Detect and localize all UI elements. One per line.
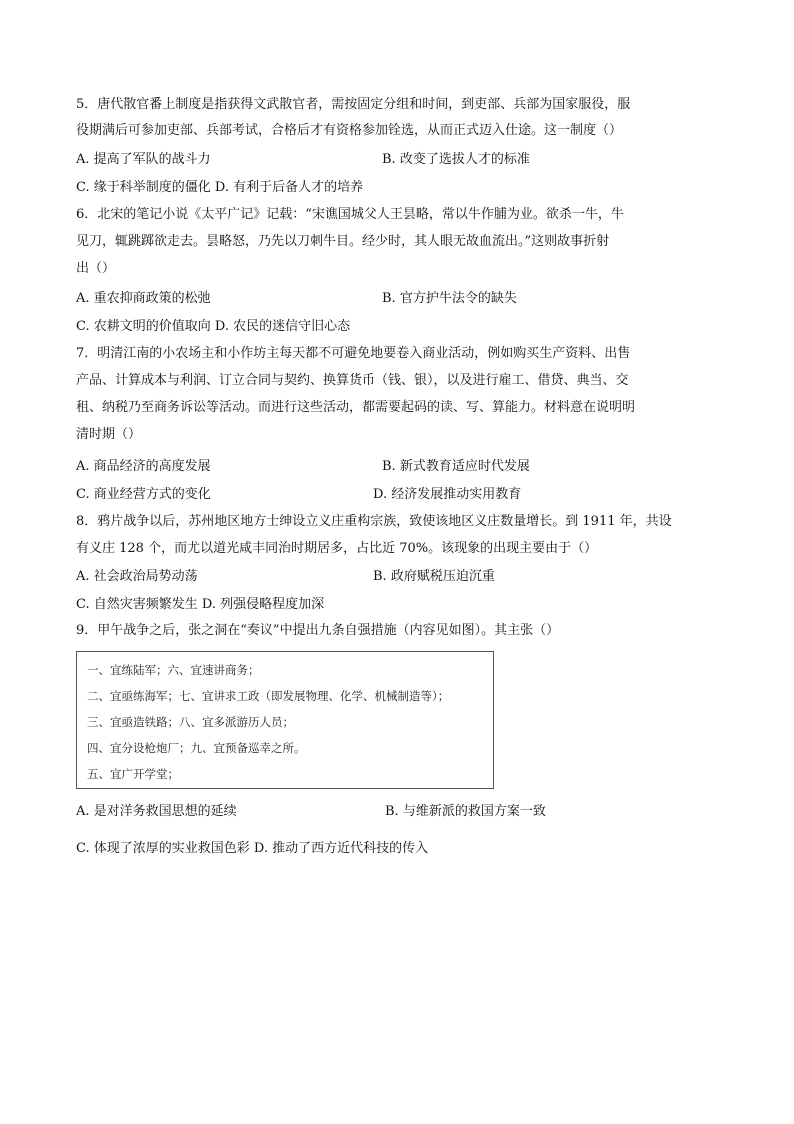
q7-option-c: C. 商业经营方式的变化	[76, 487, 211, 502]
q6-option-a: A. 重农抑商政策的松弛	[76, 291, 211, 306]
q8-option-c-d: C. 自然灾害频繁发生 D. 列强侵略程度加深	[76, 597, 325, 612]
q7-stem-line-1: 7．明清江南的小农场主和小作坊主每天都不可避免地要卷入商业活动，例如购买生产资料、出售	[76, 346, 631, 361]
q8-stem-line-1: 8．鸦片战争以后，苏州地区地方士绅设立义庄重构宗族，致使该地区义庄数量增长。到 1911 年，共设	[76, 514, 672, 529]
q8-option-a: A. 社会政治局势动荡	[76, 569, 198, 584]
q5-option-a: A. 提高了军队的战斗力	[76, 152, 211, 167]
q9-box-line-5: 五、宜广开学堂；	[87, 767, 179, 781]
q7-option-d: D. 经济发展推动实用教育	[373, 487, 522, 502]
q7-stem-line-4: 清时期（）	[76, 427, 142, 442]
q8-stem-line-2: 有义庄 128 个，而尤以道光咸丰同治时期居多，占比近 70%。该现象的出现主要由于（）	[76, 541, 598, 556]
q9-box-line-1: 一、宜练陆军；六、宜速讲商务；	[87, 663, 260, 677]
q6-stem-line-2: 见刀，辄跳踯欲走去。昙略怒，乃先以刀刺牛目。经少时，其人眼无故血流出。”这则故事折射	[76, 234, 610, 249]
q5-option-b: B. 改变了选拔人才的标准	[382, 152, 530, 167]
q9-option-b: B. 与维新派的救国方案一致	[385, 804, 546, 819]
q9-box-line-2: 二、宜亟练海军；七、宜讲求工政（即发展物理、化学、机械制造等）；	[87, 689, 450, 703]
q8-option-b: B. 政府赋税压迫沉重	[373, 569, 495, 584]
q5-stem-line-2: 役期满后可参加吏部、兵部考试，合格后才有资格参加铨选，从而正式迈入仕途。这一制度（）	[76, 123, 623, 138]
q9-option-c-d: C. 体现了浓厚的实业救国色彩 D. 推动了西方近代科技的传入	[76, 841, 429, 856]
q9-box-line-4: 四、宜分设枪炮厂；九、宜预备巡幸之所。	[87, 741, 306, 755]
q6-stem-line-1: 6．北宋的笔记小说《太平广记》记载：“宋谯国城父人王昙略，常以牛作脯为业。欲杀一牛，牛	[76, 207, 624, 222]
q7-option-b: B. 新式教育适应时代发展	[382, 459, 530, 474]
q9-option-a: A. 是对洋务救国思想的延续	[76, 804, 237, 819]
q5-option-c-d: C. 缘于科举制度的僵化 D. 有利于后备人才的培养	[76, 180, 364, 195]
q7-stem-line-3: 租、纳税乃至商务诉讼等活动。而进行这些活动，都需要起码的读、写、算能力。材料意在说明明	[76, 400, 636, 415]
q9-box-line-3: 三、宜亟造铁路；八、宜多派游历人员；	[87, 715, 294, 729]
q6-option-b: B. 官方护牛法令的缺失	[382, 291, 517, 306]
q7-option-a: A. 商品经济的高度发展	[76, 459, 211, 474]
q5-stem-line-1: 5．唐代散官番上制度是指获得文武散官者，需按固定分组和时间，到吏部、兵部为国家服役，服	[76, 97, 631, 112]
q9-measures-box	[76, 651, 494, 789]
q7-stem-line-2: 产品、计算成本与利润、订立合同与契约、换算货币（钱、银），以及进行雇工、借贷、典当、交	[76, 373, 629, 388]
q6-stem-line-3: 出（）	[76, 261, 116, 276]
q6-option-c-d: C. 农耕文明的价值取向 D. 农民的迷信守旧心态	[76, 319, 351, 334]
q9-stem-line-1: 9．甲午战争之后，张之洞在“奏议”中提出九条自强措施（内容见如图）。其主张（）	[76, 623, 560, 638]
